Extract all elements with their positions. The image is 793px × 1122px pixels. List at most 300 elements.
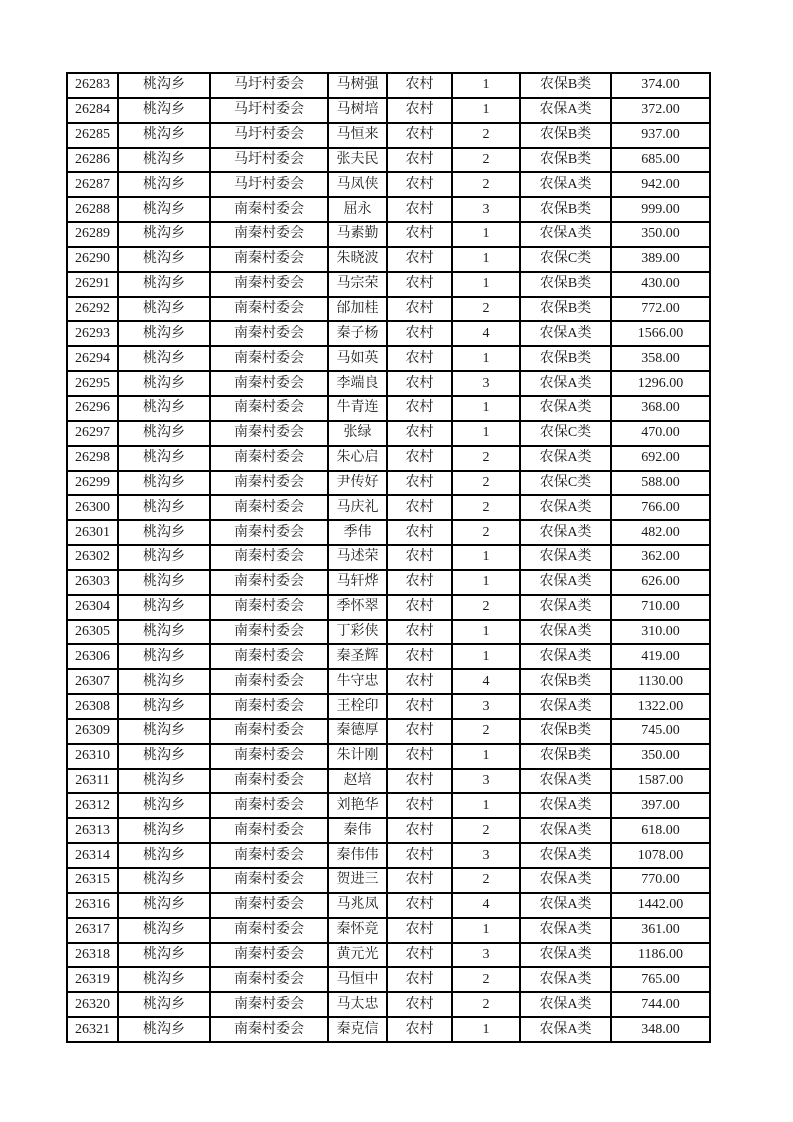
amount-cell: 618.00: [611, 818, 710, 843]
insurance-category-cell: 农保A类: [520, 321, 611, 346]
person-count-cell: 1: [452, 98, 520, 123]
insurance-category-cell: 农保B类: [520, 123, 611, 148]
residence-type-cell: 农村: [387, 719, 452, 744]
person-count-cell: 1: [452, 793, 520, 818]
residence-type-cell: 农村: [387, 297, 452, 322]
serial-number-cell: 26300: [67, 495, 118, 520]
insurance-category-cell: 农保A类: [520, 843, 611, 868]
residence-type-cell: 农村: [387, 197, 452, 222]
residence-type-cell: 农村: [387, 247, 452, 272]
person-name-cell: 王栓印: [328, 694, 387, 719]
serial-number-cell: 26291: [67, 272, 118, 297]
table-row: [67, 197, 710, 222]
table-row: [67, 396, 710, 421]
village-committee-cell: 马圩村委会: [210, 148, 328, 173]
township-cell: 桃沟乡: [118, 570, 210, 595]
insurance-category-cell: 农保A类: [520, 644, 611, 669]
amount-cell: 361.00: [611, 918, 710, 943]
serial-number-cell: 26313: [67, 818, 118, 843]
township-cell: 桃沟乡: [118, 123, 210, 148]
serial-number-cell: 26321: [67, 1017, 118, 1042]
insurance-category-cell: 农保A类: [520, 495, 611, 520]
person-count-cell: 1: [452, 918, 520, 943]
person-name-cell: 季怀翠: [328, 595, 387, 620]
residence-type-cell: 农村: [387, 669, 452, 694]
village-committee-cell: 南秦村委会: [210, 520, 328, 545]
person-name-cell: 马树强: [328, 73, 387, 98]
village-committee-cell: 南秦村委会: [210, 843, 328, 868]
person-name-cell: 屈永: [328, 197, 387, 222]
amount-cell: 348.00: [611, 1017, 710, 1042]
table-row: [67, 421, 710, 446]
residence-type-cell: 农村: [387, 396, 452, 421]
serial-number-cell: 26297: [67, 421, 118, 446]
table-row: [67, 321, 710, 346]
person-count-cell: 1: [452, 570, 520, 595]
person-count-cell: 1: [452, 421, 520, 446]
insurance-category-cell: 农保A类: [520, 570, 611, 595]
table-row: [67, 346, 710, 371]
person-count-cell: 4: [452, 321, 520, 346]
amount-cell: 430.00: [611, 272, 710, 297]
village-committee-cell: 南秦村委会: [210, 918, 328, 943]
amount-cell: 685.00: [611, 148, 710, 173]
insurance-category-cell: 农保C类: [520, 247, 611, 272]
township-cell: 桃沟乡: [118, 471, 210, 496]
township-cell: 桃沟乡: [118, 545, 210, 570]
insurance-category-cell: 农保A类: [520, 967, 611, 992]
serial-number-cell: 26286: [67, 148, 118, 173]
village-committee-cell: 马圩村委会: [210, 98, 328, 123]
amount-cell: 419.00: [611, 644, 710, 669]
person-name-cell: 秦伟: [328, 818, 387, 843]
person-name-cell: 秦圣辉: [328, 644, 387, 669]
table-row: [67, 545, 710, 570]
township-cell: 桃沟乡: [118, 98, 210, 123]
person-name-cell: 马素勤: [328, 222, 387, 247]
village-committee-cell: 南秦村委会: [210, 446, 328, 471]
table-row: [67, 172, 710, 197]
village-committee-cell: 南秦村委会: [210, 272, 328, 297]
amount-cell: 1296.00: [611, 371, 710, 396]
insurance-category-cell: 农保A类: [520, 446, 611, 471]
village-committee-cell: 南秦村委会: [210, 719, 328, 744]
table-row: [67, 868, 710, 893]
insurance-category-cell: 农保B类: [520, 346, 611, 371]
township-cell: 桃沟乡: [118, 172, 210, 197]
serial-number-cell: 26287: [67, 172, 118, 197]
table-row: [67, 272, 710, 297]
person-count-cell: 3: [452, 197, 520, 222]
serial-number-cell: 26310: [67, 744, 118, 769]
person-count-cell: 1: [452, 1017, 520, 1042]
amount-cell: 744.00: [611, 992, 710, 1017]
person-count-cell: 2: [452, 992, 520, 1017]
residence-type-cell: 农村: [387, 73, 452, 98]
serial-number-cell: 26318: [67, 943, 118, 968]
insurance-category-cell: 农保A类: [520, 222, 611, 247]
table-row: [67, 694, 710, 719]
amount-cell: 1322.00: [611, 694, 710, 719]
insurance-category-cell: 农保A类: [520, 172, 611, 197]
table-row: [67, 222, 710, 247]
person-name-cell: 丁彩侠: [328, 620, 387, 645]
person-count-cell: 2: [452, 868, 520, 893]
residence-type-cell: 农村: [387, 769, 452, 794]
table-row: [67, 992, 710, 1017]
township-cell: 桃沟乡: [118, 992, 210, 1017]
township-cell: 桃沟乡: [118, 744, 210, 769]
residence-type-cell: 农村: [387, 644, 452, 669]
amount-cell: 626.00: [611, 570, 710, 595]
township-cell: 桃沟乡: [118, 893, 210, 918]
village-committee-cell: 南秦村委会: [210, 371, 328, 396]
amount-cell: 1442.00: [611, 893, 710, 918]
insurance-category-cell: 农保A类: [520, 98, 611, 123]
residence-type-cell: 农村: [387, 222, 452, 247]
person-name-cell: 朱心启: [328, 446, 387, 471]
person-name-cell: 牛守忠: [328, 669, 387, 694]
table-row: [67, 446, 710, 471]
residence-type-cell: 农村: [387, 346, 452, 371]
table-row: [67, 1017, 710, 1042]
subsidy-roster-table: [66, 72, 711, 1043]
amount-cell: 1130.00: [611, 669, 710, 694]
amount-cell: 350.00: [611, 222, 710, 247]
amount-cell: 372.00: [611, 98, 710, 123]
table-row: [67, 148, 710, 173]
township-cell: 桃沟乡: [118, 520, 210, 545]
table-row: [67, 73, 710, 98]
person-count-cell: 2: [452, 520, 520, 545]
village-committee-cell: 南秦村委会: [210, 694, 328, 719]
village-committee-cell: 南秦村委会: [210, 868, 328, 893]
person-count-cell: 2: [452, 595, 520, 620]
serial-number-cell: 26309: [67, 719, 118, 744]
person-count-cell: 2: [452, 495, 520, 520]
insurance-category-cell: 农保B类: [520, 197, 611, 222]
township-cell: 桃沟乡: [118, 769, 210, 794]
amount-cell: 1078.00: [611, 843, 710, 868]
serial-number-cell: 26301: [67, 520, 118, 545]
person-name-cell: 马述荣: [328, 545, 387, 570]
insurance-category-cell: 农保A类: [520, 396, 611, 421]
person-name-cell: 马恒中: [328, 967, 387, 992]
amount-cell: 766.00: [611, 495, 710, 520]
person-name-cell: 秦怀竞: [328, 918, 387, 943]
person-name-cell: 张绿: [328, 421, 387, 446]
residence-type-cell: 农村: [387, 1017, 452, 1042]
insurance-category-cell: 农保C类: [520, 421, 611, 446]
insurance-category-cell: 农保B类: [520, 148, 611, 173]
residence-type-cell: 农村: [387, 421, 452, 446]
insurance-category-cell: 农保B类: [520, 297, 611, 322]
insurance-category-cell: 农保A类: [520, 992, 611, 1017]
serial-number-cell: 26304: [67, 595, 118, 620]
residence-type-cell: 农村: [387, 694, 452, 719]
serial-number-cell: 26317: [67, 918, 118, 943]
residence-type-cell: 农村: [387, 148, 452, 173]
township-cell: 桃沟乡: [118, 793, 210, 818]
person-name-cell: 刘艳华: [328, 793, 387, 818]
person-name-cell: 马树培: [328, 98, 387, 123]
amount-cell: 745.00: [611, 719, 710, 744]
village-committee-cell: 南秦村委会: [210, 545, 328, 570]
residence-type-cell: 农村: [387, 992, 452, 1017]
serial-number-cell: 26320: [67, 992, 118, 1017]
township-cell: 桃沟乡: [118, 321, 210, 346]
village-committee-cell: 马圩村委会: [210, 172, 328, 197]
township-cell: 桃沟乡: [118, 197, 210, 222]
amount-cell: 710.00: [611, 595, 710, 620]
township-cell: 桃沟乡: [118, 843, 210, 868]
table-row: [67, 570, 710, 595]
table-row: [67, 918, 710, 943]
person-count-cell: 2: [452, 297, 520, 322]
village-committee-cell: 南秦村委会: [210, 247, 328, 272]
serial-number-cell: 26293: [67, 321, 118, 346]
person-name-cell: 秦克信: [328, 1017, 387, 1042]
insurance-category-cell: 农保B类: [520, 669, 611, 694]
township-cell: 桃沟乡: [118, 620, 210, 645]
person-count-cell: 4: [452, 893, 520, 918]
amount-cell: 765.00: [611, 967, 710, 992]
table-row: [67, 371, 710, 396]
serial-number-cell: 26289: [67, 222, 118, 247]
township-cell: 桃沟乡: [118, 595, 210, 620]
village-committee-cell: 南秦村委会: [210, 769, 328, 794]
amount-cell: 368.00: [611, 396, 710, 421]
person-name-cell: 季伟: [328, 520, 387, 545]
person-name-cell: 朱计刚: [328, 744, 387, 769]
person-name-cell: 马恒来: [328, 123, 387, 148]
table-row: [67, 644, 710, 669]
person-count-cell: 1: [452, 222, 520, 247]
insurance-category-cell: 农保A类: [520, 868, 611, 893]
person-count-cell: 1: [452, 620, 520, 645]
serial-number-cell: 26284: [67, 98, 118, 123]
village-committee-cell: 南秦村委会: [210, 321, 328, 346]
township-cell: 桃沟乡: [118, 495, 210, 520]
village-committee-cell: 南秦村委会: [210, 793, 328, 818]
township-cell: 桃沟乡: [118, 1017, 210, 1042]
township-cell: 桃沟乡: [118, 694, 210, 719]
insurance-category-cell: 农保B类: [520, 272, 611, 297]
village-committee-cell: 南秦村委会: [210, 967, 328, 992]
insurance-category-cell: 农保A类: [520, 943, 611, 968]
table-row: [67, 943, 710, 968]
person-name-cell: 张夫民: [328, 148, 387, 173]
table-row: [67, 744, 710, 769]
village-committee-cell: 南秦村委会: [210, 620, 328, 645]
serial-number-cell: 26311: [67, 769, 118, 794]
person-count-cell: 2: [452, 123, 520, 148]
table-row: [67, 843, 710, 868]
residence-type-cell: 农村: [387, 371, 452, 396]
village-committee-cell: 南秦村委会: [210, 297, 328, 322]
township-cell: 桃沟乡: [118, 943, 210, 968]
township-cell: 桃沟乡: [118, 644, 210, 669]
insurance-category-cell: 农保A类: [520, 371, 611, 396]
village-committee-cell: 南秦村委会: [210, 943, 328, 968]
serial-number-cell: 26314: [67, 843, 118, 868]
serial-number-cell: 26298: [67, 446, 118, 471]
serial-number-cell: 26292: [67, 297, 118, 322]
residence-type-cell: 农村: [387, 123, 452, 148]
person-count-cell: 3: [452, 371, 520, 396]
insurance-category-cell: 农保A类: [520, 545, 611, 570]
amount-cell: 362.00: [611, 545, 710, 570]
village-committee-cell: 南秦村委会: [210, 595, 328, 620]
amount-cell: 470.00: [611, 421, 710, 446]
serial-number-cell: 26316: [67, 893, 118, 918]
person-count-cell: 1: [452, 744, 520, 769]
person-name-cell: 马兆凤: [328, 893, 387, 918]
person-name-cell: 邰加桂: [328, 297, 387, 322]
township-cell: 桃沟乡: [118, 967, 210, 992]
serial-number-cell: 26295: [67, 371, 118, 396]
village-committee-cell: 南秦村委会: [210, 744, 328, 769]
insurance-category-cell: 农保B类: [520, 744, 611, 769]
insurance-category-cell: 农保C类: [520, 471, 611, 496]
residence-type-cell: 农村: [387, 520, 452, 545]
village-committee-cell: 南秦村委会: [210, 992, 328, 1017]
amount-cell: 770.00: [611, 868, 710, 893]
village-committee-cell: 南秦村委会: [210, 1017, 328, 1042]
person-name-cell: 秦德厚: [328, 719, 387, 744]
village-committee-cell: 南秦村委会: [210, 471, 328, 496]
amount-cell: 1566.00: [611, 321, 710, 346]
serial-number-cell: 26308: [67, 694, 118, 719]
township-cell: 桃沟乡: [118, 148, 210, 173]
amount-cell: 588.00: [611, 471, 710, 496]
person-count-cell: 1: [452, 396, 520, 421]
insurance-category-cell: 农保A类: [520, 818, 611, 843]
person-name-cell: 马如英: [328, 346, 387, 371]
table-row: [67, 123, 710, 148]
table-row: [67, 669, 710, 694]
serial-number-cell: 26285: [67, 123, 118, 148]
table-body: [67, 73, 710, 1042]
township-cell: 桃沟乡: [118, 371, 210, 396]
residence-type-cell: 农村: [387, 595, 452, 620]
amount-cell: 772.00: [611, 297, 710, 322]
person-name-cell: 秦子杨: [328, 321, 387, 346]
township-cell: 桃沟乡: [118, 669, 210, 694]
village-committee-cell: 南秦村委会: [210, 644, 328, 669]
amount-cell: 358.00: [611, 346, 710, 371]
person-name-cell: 马宗荣: [328, 272, 387, 297]
table-row: [67, 247, 710, 272]
person-count-cell: 3: [452, 843, 520, 868]
residence-type-cell: 农村: [387, 495, 452, 520]
table-row: [67, 495, 710, 520]
amount-cell: 692.00: [611, 446, 710, 471]
person-name-cell: 黄元光: [328, 943, 387, 968]
person-count-cell: 2: [452, 818, 520, 843]
township-cell: 桃沟乡: [118, 346, 210, 371]
residence-type-cell: 农村: [387, 545, 452, 570]
table-row: [67, 520, 710, 545]
person-name-cell: 马轩烨: [328, 570, 387, 595]
person-name-cell: 牛青连: [328, 396, 387, 421]
village-committee-cell: 南秦村委会: [210, 222, 328, 247]
amount-cell: 1186.00: [611, 943, 710, 968]
person-count-cell: 2: [452, 172, 520, 197]
township-cell: 桃沟乡: [118, 446, 210, 471]
township-cell: 桃沟乡: [118, 421, 210, 446]
village-committee-cell: 南秦村委会: [210, 495, 328, 520]
residence-type-cell: 农村: [387, 967, 452, 992]
insurance-category-cell: 农保B类: [520, 719, 611, 744]
table-row: [67, 297, 710, 322]
serial-number-cell: 26305: [67, 620, 118, 645]
amount-cell: 397.00: [611, 793, 710, 818]
township-cell: 桃沟乡: [118, 297, 210, 322]
township-cell: 桃沟乡: [118, 818, 210, 843]
person-count-cell: 1: [452, 545, 520, 570]
village-committee-cell: 南秦村委会: [210, 396, 328, 421]
person-count-cell: 1: [452, 346, 520, 371]
person-count-cell: 1: [452, 644, 520, 669]
township-cell: 桃沟乡: [118, 918, 210, 943]
serial-number-cell: 26302: [67, 545, 118, 570]
residence-type-cell: 农村: [387, 868, 452, 893]
township-cell: 桃沟乡: [118, 272, 210, 297]
township-cell: 桃沟乡: [118, 73, 210, 98]
table-row: [67, 769, 710, 794]
village-committee-cell: 南秦村委会: [210, 818, 328, 843]
table-row: [67, 719, 710, 744]
residence-type-cell: 农村: [387, 570, 452, 595]
serial-number-cell: 26303: [67, 570, 118, 595]
table-row: [67, 471, 710, 496]
person-name-cell: 贺进三: [328, 868, 387, 893]
serial-number-cell: 26296: [67, 396, 118, 421]
person-count-cell: 4: [452, 669, 520, 694]
residence-type-cell: 农村: [387, 172, 452, 197]
person-name-cell: 秦伟伟: [328, 843, 387, 868]
person-name-cell: 马凤侠: [328, 172, 387, 197]
township-cell: 桃沟乡: [118, 719, 210, 744]
residence-type-cell: 农村: [387, 893, 452, 918]
amount-cell: 1587.00: [611, 769, 710, 794]
person-count-cell: 2: [452, 967, 520, 992]
person-count-cell: 2: [452, 148, 520, 173]
village-committee-cell: 南秦村委会: [210, 197, 328, 222]
amount-cell: 999.00: [611, 197, 710, 222]
serial-number-cell: 26288: [67, 197, 118, 222]
amount-cell: 374.00: [611, 73, 710, 98]
person-count-cell: 3: [452, 943, 520, 968]
village-committee-cell: 南秦村委会: [210, 570, 328, 595]
table-row: [67, 793, 710, 818]
residence-type-cell: 农村: [387, 446, 452, 471]
residence-type-cell: 农村: [387, 620, 452, 645]
insurance-category-cell: 农保A类: [520, 769, 611, 794]
insurance-category-cell: 农保A类: [520, 620, 611, 645]
serial-number-cell: 26315: [67, 868, 118, 893]
insurance-category-cell: 农保A类: [520, 595, 611, 620]
person-name-cell: 朱晓波: [328, 247, 387, 272]
village-committee-cell: 马圩村委会: [210, 73, 328, 98]
residence-type-cell: 农村: [387, 272, 452, 297]
table-row: [67, 98, 710, 123]
amount-cell: 350.00: [611, 744, 710, 769]
serial-number-cell: 26319: [67, 967, 118, 992]
person-count-cell: 2: [452, 446, 520, 471]
insurance-category-cell: 农保A类: [520, 520, 611, 545]
